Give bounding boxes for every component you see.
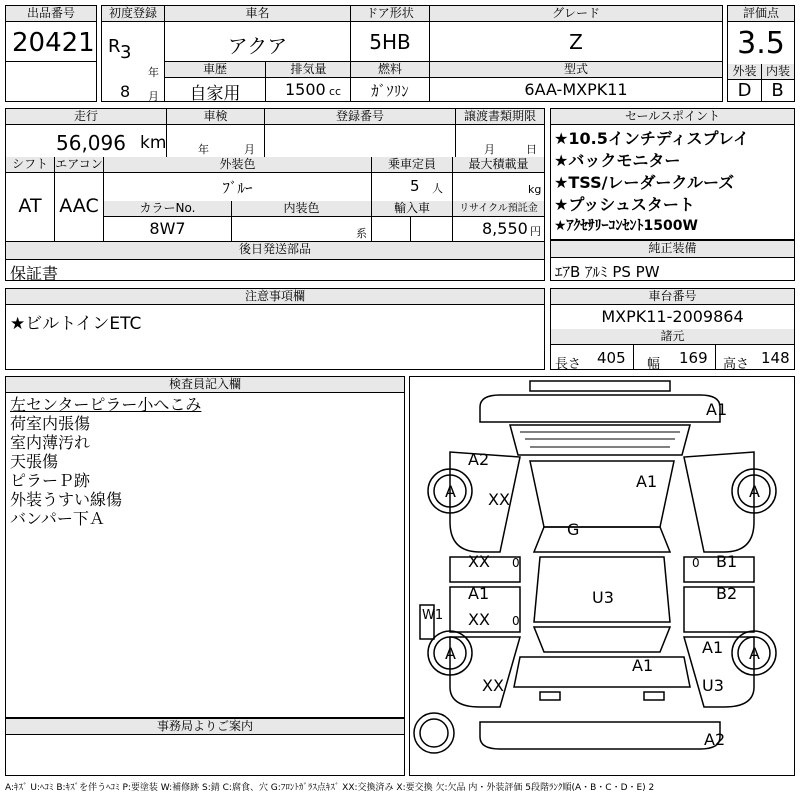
transfer-deadline-label: 譲渡書類期限	[456, 109, 544, 125]
displacement-unit: cc	[329, 85, 342, 98]
mark-xx-2: XX	[468, 552, 490, 571]
score-label: 評価点	[728, 6, 794, 22]
era-letter: R	[108, 36, 121, 57]
chassis-value: MXPK11-2009864	[601, 307, 744, 326]
mark-g: G	[567, 520, 580, 539]
seats-value: 5	[410, 177, 420, 195]
inspector-note-5: ピラーＰ跡	[10, 471, 91, 490]
mark-a1-top: A1	[706, 400, 728, 419]
fuel-value: ｶﾞｿﾘﾝ	[371, 82, 409, 100]
displacement-value: 1500	[285, 80, 326, 99]
max-load-label: 最大積載量	[453, 157, 544, 173]
genuine-equipment-box	[550, 240, 795, 281]
mileage-unit: km	[140, 133, 167, 153]
exterior-grade-value: D	[737, 80, 752, 101]
lot-number-box	[5, 5, 97, 62]
exterior-grade-label: 外装	[728, 64, 761, 80]
import-label: 輸入車	[372, 201, 452, 217]
height-value: 148	[761, 349, 790, 367]
later-parts-label: 後日発送部品	[6, 242, 544, 259]
inspection-label: 車検	[167, 109, 264, 125]
reg-month-unit: 月	[148, 90, 159, 103]
caution-label: 注意事項欄	[6, 289, 544, 305]
shift-label: シフト	[6, 157, 54, 173]
exterior-color-label: 外装色	[104, 157, 371, 173]
grade-value: Z	[569, 30, 583, 54]
door-label: ドア形状	[351, 6, 429, 22]
grade-label: グレード	[430, 6, 722, 22]
shift-value: AT	[18, 195, 42, 217]
mileage-value: 56,096	[56, 131, 126, 155]
mark-u3-rear-right: U3	[702, 676, 724, 695]
color-number-value: 8W7	[149, 219, 186, 238]
lot-number-value: 20421	[12, 28, 95, 58]
mark-a-front-left: A	[445, 482, 456, 501]
sales-points-label: セールスポイント	[551, 109, 794, 125]
score-box	[727, 5, 795, 102]
mileage-label: 走行	[6, 109, 166, 125]
mark-xx-1: XX	[488, 490, 510, 509]
mark-zero-1: 0	[512, 556, 520, 570]
registration-number-label: 登録番号	[265, 109, 455, 125]
mark-b1: B1	[716, 552, 738, 571]
chassis-label: 車台番号	[551, 289, 794, 305]
reg-month: 8	[120, 82, 131, 101]
first-registration-box	[101, 5, 165, 102]
sales-point-5: ★ｱｸｾｻﾘｰｺﾝｾﾝﾄ1500W	[554, 218, 698, 234]
aircon-label: エアコン	[55, 157, 103, 171]
sales-points-box	[550, 108, 795, 240]
transfer-day-unit: 日	[526, 143, 537, 156]
history-label: 車歴	[165, 62, 265, 78]
specs-label: 諸元	[551, 329, 794, 345]
inspection-month-unit: 月	[244, 143, 255, 156]
later-parts-box	[5, 259, 545, 281]
damage-legend: A:ｷｽﾞ U:ﾍｺﾐ B:ｷｽﾞを伴うﾍｺﾐ P:要塗装 W:補修跡 S:錆 C:腐食、穴 G:ﾌﾛﾝﾄｶﾞﾗｽ点ｷｽﾞ XX:交換済み X:要交換 欠:欠品 内・外装評価 5段階ﾗﾝｸ順(A・B・C・D・E) 2	[5, 783, 655, 793]
car-name-value: アクア	[227, 34, 288, 58]
max-load-unit: kg	[528, 183, 542, 196]
seats-label: 乗車定員	[372, 157, 452, 173]
interior-grade-value: B	[771, 80, 784, 101]
score-value: 3.5	[737, 26, 785, 61]
door-value: 5HB	[369, 30, 411, 54]
genuine-equipment-value: ｴｱB ｱﾙﾐ PS PW	[555, 263, 660, 281]
mark-xx-4: XX	[482, 676, 504, 695]
lot-number-label: 出品番号	[6, 6, 96, 22]
interior-color-unit: 系	[356, 227, 367, 240]
mark-u3-center: U3	[592, 588, 614, 607]
genuine-equipment-label: 純正装備	[551, 241, 794, 258]
second-row-box	[164, 61, 723, 102]
width-label: 幅	[647, 357, 661, 372]
inspector-note-2: 荷室内張傷	[10, 414, 91, 433]
model-label: 型式	[430, 62, 722, 78]
length-value: 405	[597, 349, 626, 367]
mark-xx-3: XX	[468, 610, 490, 629]
transfer-month-unit: 月	[484, 143, 495, 156]
length-label: 長さ	[555, 357, 582, 372]
caution-value: ★ビルトインETC	[10, 314, 142, 334]
seats-unit: 人	[432, 182, 443, 195]
height-label: 高さ	[723, 357, 750, 372]
exterior-color-value: ﾌﾞﾙｰ	[222, 179, 253, 197]
inspection-year-unit: 年	[198, 143, 209, 156]
mark-a1-roof: A1	[636, 472, 658, 491]
model-value: 6AA-MXPK11	[524, 80, 628, 99]
mark-a1-side: A1	[468, 584, 490, 603]
sales-point-4: ★プッシュスタート	[554, 195, 695, 214]
color-number-label: カラーNo.	[104, 201, 231, 217]
chassis-box	[550, 288, 795, 370]
mark-a-front-right: A	[749, 482, 760, 501]
top-row-box	[164, 5, 723, 62]
sales-point-2: ★バックモニター	[554, 151, 681, 170]
inspector-notes-label: 検査員記入欄	[6, 377, 404, 393]
reg-year: 3	[120, 42, 132, 63]
recycle-unit: 円	[530, 225, 541, 238]
mark-w1: W1	[422, 608, 444, 623]
caution-box	[5, 288, 545, 370]
first-registration-label: 初度登録	[102, 6, 164, 22]
displacement-label: 排気量	[266, 62, 351, 78]
inspector-notes-box	[5, 376, 405, 718]
inspector-note-4: 天張傷	[10, 452, 59, 471]
history-value: 自家用	[189, 84, 241, 104]
inspector-note-6: 外装うすい線傷	[10, 490, 123, 509]
office-notice-label: 事務局よりご案内	[6, 719, 404, 735]
inspector-note-1: 左センターピラー小へこみ	[10, 395, 202, 414]
mark-a2-left: A2	[468, 450, 490, 469]
mark-a1-rear-right: A1	[702, 638, 724, 657]
mark-a-rear-left: A	[445, 644, 456, 663]
recycle-label: リサイクル預託金	[453, 201, 544, 217]
mark-zero-3: 0	[512, 614, 520, 628]
interior-grade-label: 内装	[761, 64, 794, 80]
sales-point-1: ★10.5インチディスプレイ	[554, 129, 750, 148]
reg-year-unit: 年	[148, 66, 159, 79]
sales-point-3: ★TSS/レーダークルーズ	[554, 173, 735, 192]
later-parts-value: 保証書	[10, 264, 59, 283]
fuel-label: 燃料	[351, 62, 429, 78]
aircon-value: AAC	[59, 195, 99, 217]
car-name-label: 車名	[165, 6, 350, 22]
office-notice-box	[5, 718, 405, 776]
mark-a2-bottom: A2	[704, 730, 726, 749]
inspector-note-7: バンパー下Ａ	[10, 509, 105, 528]
car-diagram	[410, 377, 794, 775]
inspector-note-3: 室内薄汚れ	[10, 433, 91, 452]
width-value: 169	[679, 349, 708, 367]
interior-color-label: 内装色	[232, 201, 371, 217]
lot-blank-box	[5, 61, 97, 102]
recycle-value: 8,550	[482, 219, 528, 238]
details-box	[5, 108, 545, 260]
mark-a-rear-right: A	[749, 644, 760, 663]
mark-b2: B2	[716, 584, 738, 603]
mark-a1-rear: A1	[632, 656, 654, 675]
mark-zero-2: 0	[692, 556, 700, 570]
car-diagram-box	[409, 376, 795, 776]
